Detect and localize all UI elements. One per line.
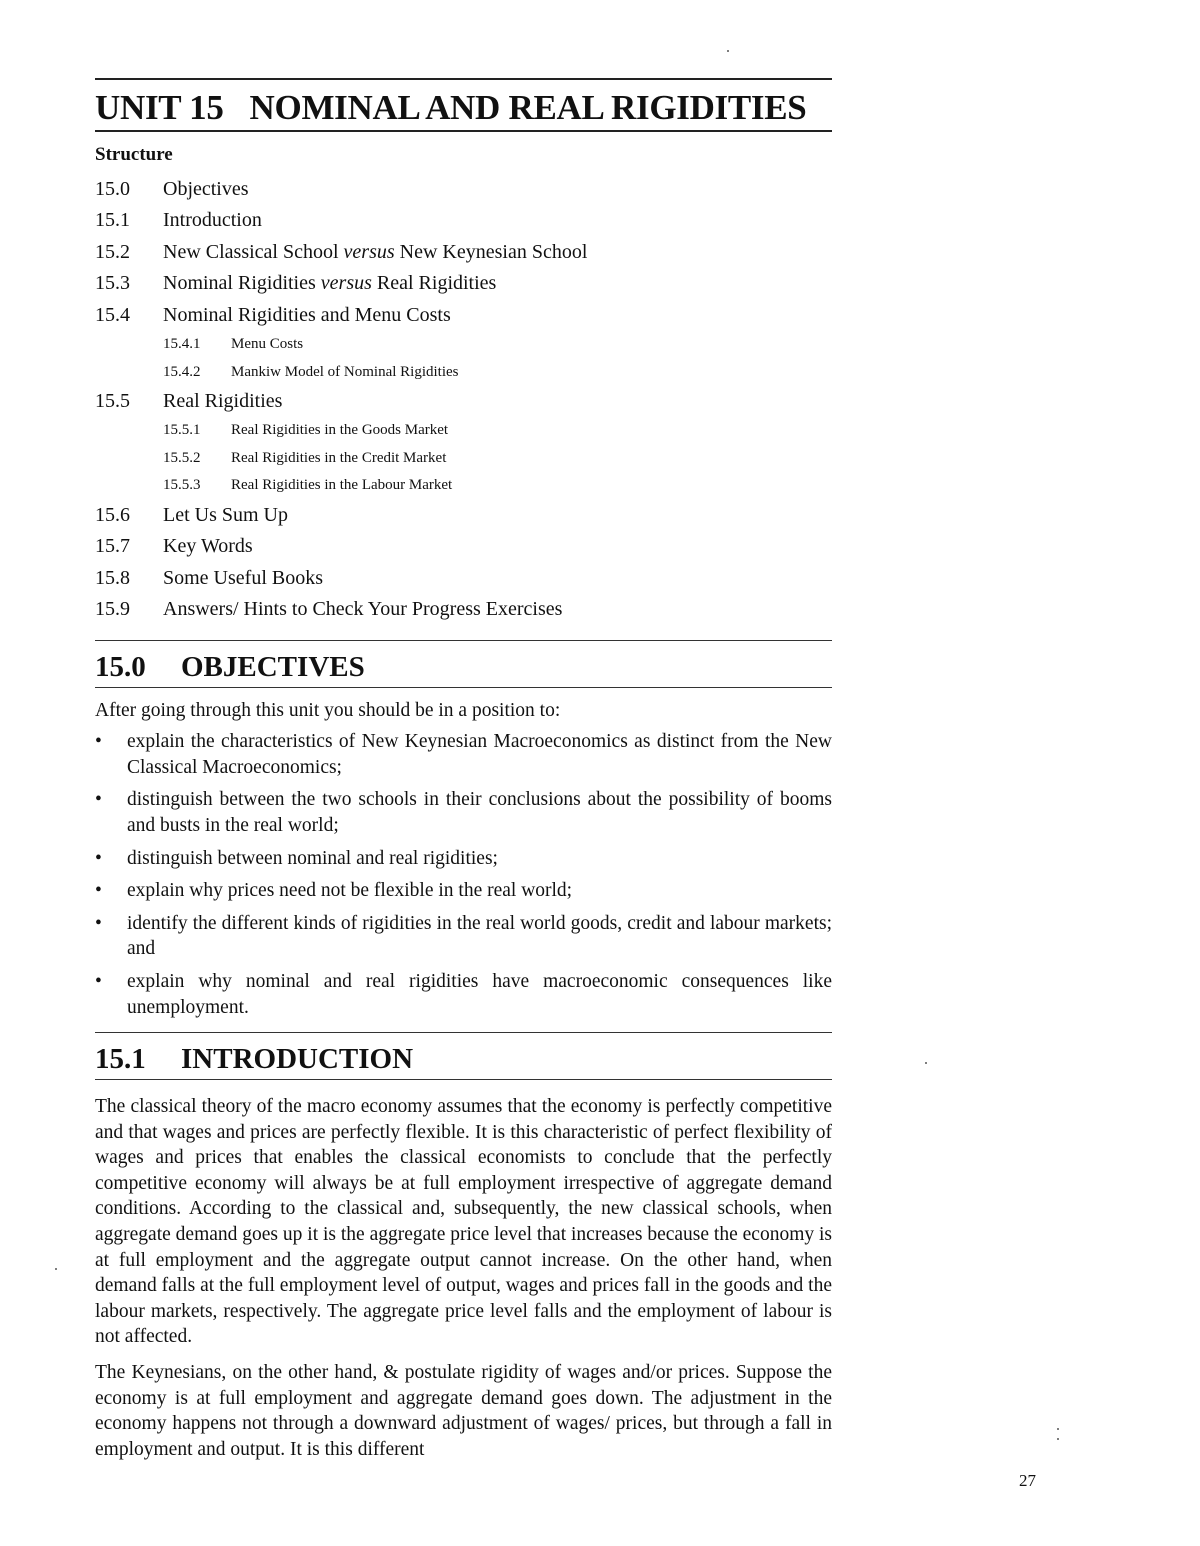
objectives-underline (95, 687, 832, 688)
unit-title-text: NOMINAL AND REAL RIGIDITIES (249, 88, 807, 127)
objective-item (95, 846, 832, 872)
toc-number: 15.4.1 (163, 336, 201, 353)
objective-text: explain the characteristics of New Keynesian Macroeconomics as distinct from the New Classical Macroeconomics; (127, 731, 832, 778)
objective-text: explain why nominal and real rigidities have macroeconomic consequences like unemployment. (127, 970, 832, 1018)
toc-number: 15.5.3 (163, 477, 201, 494)
unit-title (95, 88, 832, 128)
toc-emphasis: versus (343, 240, 395, 263)
toc-number: 15.7 (95, 535, 130, 558)
objective-text: identify the different kinds of rigidities in the real world goods, credit and labour markets; and (127, 912, 832, 960)
toc-item (95, 531, 832, 562)
toc-text: Real Rigidities in the Goods Market (231, 422, 449, 439)
scan-speck (1057, 1438, 1059, 1440)
objectives-number: 15.0 (95, 650, 146, 683)
structure-label: Structure (95, 144, 173, 165)
scan-speck (727, 50, 729, 52)
toc-subitem (95, 359, 832, 387)
toc-text: Nominal Rigidities and Menu Costs (163, 303, 451, 326)
toc-subitem (95, 472, 832, 500)
toc-number: 15.6 (95, 503, 130, 526)
toc-number: 15.0 (95, 178, 130, 200)
introduction-title: INTRODUCTION (181, 1043, 414, 1076)
objective-text: distinguish between nominal and real rigidities; (127, 847, 498, 869)
objective-item (95, 729, 832, 780)
toc-number: 15.1 (95, 209, 130, 232)
toc-item (95, 237, 832, 268)
introduction-heading (95, 1039, 832, 1079)
toc-item (95, 268, 832, 299)
toc-text: New Classical School (163, 240, 344, 263)
bullet-icon: • (95, 847, 102, 869)
top-rule (95, 78, 832, 80)
scan-speck (1057, 1428, 1059, 1430)
toc-text: Real Rigidities (163, 390, 283, 413)
toc-text: New Keynesian School (394, 240, 588, 263)
bullet-icon: • (95, 880, 102, 902)
toc-text: Real Rigidities (371, 272, 497, 295)
page-content (95, 70, 832, 1462)
toc-number: 15.2 (95, 240, 130, 263)
toc-subitem (95, 331, 832, 359)
bullet-icon: • (95, 912, 102, 934)
toc-text: Answers/ Hints to Check Your Progress Exercises (163, 598, 563, 621)
toc-item (95, 500, 832, 531)
bullet-icon: • (95, 789, 102, 811)
toc-item (95, 205, 832, 236)
introduction-paragraph-2: The Keynesians, on the other hand, & postulate rigidity of wages and/or prices. Suppose the economy is at full employment and aggregate demand goes down. The adjustment in the economy happens not through a downward adjustment of wages/ prices, but through a fall in employment and output. It is this different (95, 1362, 832, 1460)
objectives-title: OBJECTIVES (181, 650, 365, 683)
bullet-icon: • (95, 970, 102, 992)
toc-text: Some Useful Books (163, 566, 323, 589)
objective-text: distinguish between the two schools in their conclusions about the possibility of booms and busts in the real world; (127, 789, 832, 836)
objectives-heading (95, 647, 832, 687)
introduction-number: 15.1 (95, 1043, 146, 1076)
toc-text: Real Rigidities in the Credit Market (231, 449, 447, 466)
toc-item (95, 386, 832, 417)
objective-item (95, 878, 832, 904)
introduction-paragraph-1: The classical theory of the macro economy assumes that the economy is perfectly competitive and that wages and prices are perfectly flexible. It is this characteristic of perfect flexibility of wages and prices that enables the classical economists to conclude that the perfectly competitive economy will always be at full employment irrespective of aggregate demand conditions. According to the classical and, subsequently, the new classical schools, when aggregate demand goes up it is the aggregate price level that increases because the economy is at full employment and the aggregate output cannot increase. On the other hand, when demand falls at the full employment level of output, wages and prices fall in the goods and the labour markets, respectively. The aggregate price level falls and the employment of labour is not affected. (95, 1096, 832, 1348)
objective-item (95, 911, 832, 962)
objectives-list (95, 729, 832, 1020)
toc-text: Nominal Rigidities (163, 272, 321, 295)
toc-text: Menu Costs (231, 336, 304, 353)
toc-subitem (95, 417, 832, 445)
objectives-intro: After going through this unit you should be in a position to: (95, 699, 561, 721)
toc-number: 15.9 (95, 598, 130, 621)
toc-text: Key Words (163, 535, 253, 558)
toc-text: Let Us Sum Up (163, 503, 288, 526)
objective-text: explain why prices need not be flexible in the real world; (127, 880, 573, 902)
toc-text: Introduction (163, 209, 262, 232)
page-number: 27 (1019, 1471, 1036, 1490)
toc-item (95, 300, 832, 331)
scan-speck (925, 1062, 927, 1064)
toc-emphasis: versus (320, 272, 372, 295)
title-underline (95, 130, 832, 132)
table-of-contents (95, 174, 832, 626)
toc-number: 15.4 (95, 303, 130, 326)
toc-text: Objectives (163, 178, 249, 200)
toc-item (95, 174, 832, 205)
introduction-underline (95, 1079, 832, 1080)
toc-number: 15.5.2 (163, 449, 201, 466)
scan-speck (55, 1268, 57, 1270)
objective-item (95, 787, 832, 838)
toc-number: 15.4.2 (163, 363, 201, 380)
toc-item (95, 563, 832, 594)
toc-number: 15.5 (95, 390, 130, 413)
objectives-top-rule (95, 640, 832, 641)
bullet-icon: • (95, 731, 102, 753)
toc-text: Real Rigidities in the Labour Market (231, 477, 453, 494)
toc-item (95, 594, 832, 625)
toc-number: 15.3 (95, 272, 130, 295)
introduction-top-rule (95, 1032, 832, 1033)
objective-item (95, 969, 832, 1020)
toc-number: 15.8 (95, 566, 130, 589)
toc-number: 15.5.1 (163, 422, 201, 439)
toc-subitem (95, 445, 832, 473)
toc-text: Mankiw Model of Nominal Rigidities (231, 363, 459, 380)
unit-number: UNIT 15 (95, 88, 224, 127)
